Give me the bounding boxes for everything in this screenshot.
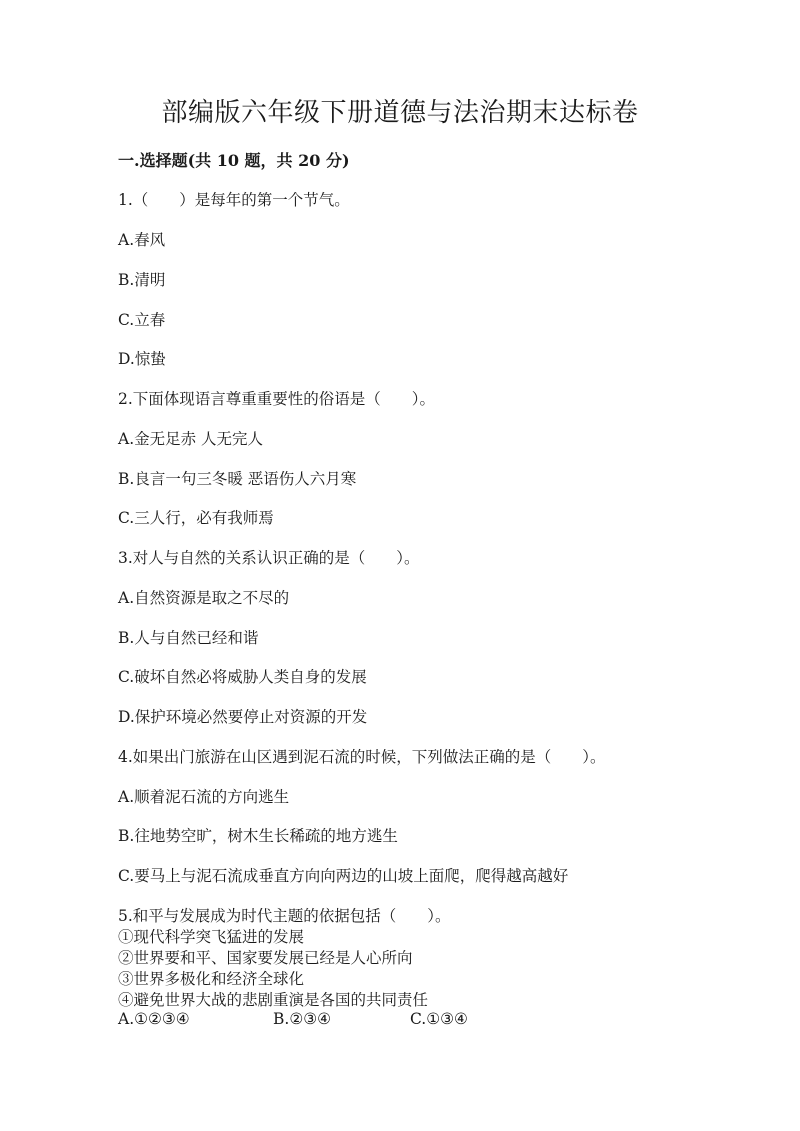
question-5-statement-2: ②世界要和平、国家要发展已经是人心所向 [118, 949, 413, 967]
question-3-option-d: D.保护环境必然要停止对资源的开发 [118, 708, 368, 726]
question-4-option-c: C.要马上与泥石流成垂直方向向两边的山坡上面爬，爬得越高越好 [118, 867, 569, 885]
question-1-stem: 1.（ ）是每年的第一个节气。 [118, 191, 350, 209]
question-5-option-a: A.①②③④ [118, 1010, 190, 1028]
question-4-stem: 4.如果出门旅游在山区遇到泥石流的时候，下列做法正确的是（ ）。 [118, 748, 606, 766]
question-2-option-c: C.三人行，必有我师焉 [118, 509, 274, 527]
question-2-option-a: A.金无足赤 人无完人 [118, 430, 264, 448]
question-5-statement-3: ③世界多极化和经济全球化 [118, 970, 305, 988]
question-3-option-a: A.自然资源是取之不尽的 [118, 589, 290, 607]
question-4-option-a: A.顺着泥石流的方向逃生 [118, 788, 290, 806]
question-5-option-c: C.①③④ [410, 1010, 468, 1028]
question-1-option-a: A.春风 [118, 231, 166, 249]
question-5-stem: 5.和平与发展成为时代主题的依据包括（ ）。 [118, 907, 451, 925]
question-5-statement-4: ④避免世界大战的悲剧重演是各国的共同责任 [118, 991, 429, 1009]
question-3-stem: 3.对人与自然的关系认识正确的是（ ）。 [118, 549, 420, 567]
question-2-stem: 2.下面体现语言尊重重要性的俗语是（ ）。 [118, 390, 436, 408]
page-title: 部编版六年级下册道德与法治期末达标卷 [161, 98, 639, 128]
question-1-option-d: D.惊蛰 [118, 350, 166, 368]
question-1-option-b: B.清明 [118, 271, 166, 289]
question-5-statement-1: ①现代科学突飞猛进的发展 [118, 928, 305, 946]
question-2-option-b: B.良言一句三冬暖 恶语伤人六月寒 [118, 470, 357, 488]
section-heading: 一.选择题(共 10 题，共 20 分) [118, 151, 350, 170]
question-1-option-c: C.立春 [118, 311, 166, 329]
question-4-option-b: B.往地势空旷，树木生长稀疏的地方逃生 [118, 827, 398, 845]
question-3-option-c: C.破坏自然必将威胁人类自身的发展 [118, 668, 367, 686]
question-3-option-b: B.人与自然已经和谐 [118, 629, 259, 647]
question-5-option-b: B.②③④ [273, 1010, 332, 1028]
